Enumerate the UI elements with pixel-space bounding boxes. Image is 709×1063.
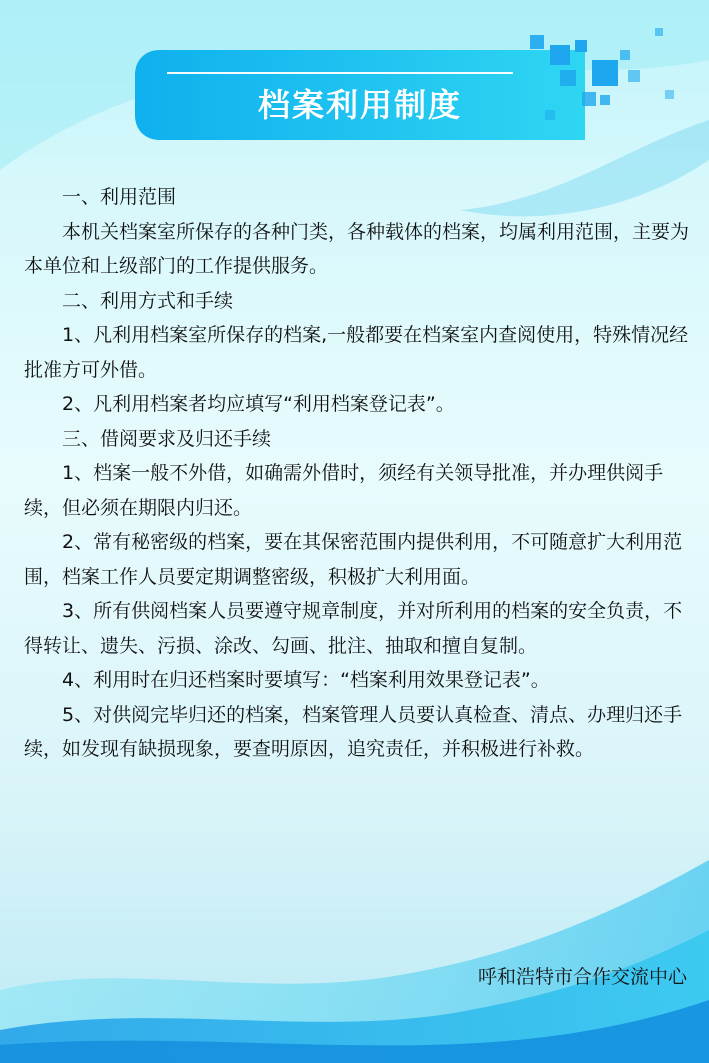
section-heading: 二、利用方式和手续: [62, 289, 234, 312]
paragraph: 2、常有秘密级的档案，要在其保密范围内提供利用，不可随意扩大利用范围，档案工作人员要定期调整密级，积极扩大利用面。: [24, 531, 683, 588]
paragraph: 1、凡利用档案室所保存的档案,一般都要在档案室内查阅使用，特殊情况经批准方可外借。: [24, 324, 689, 381]
paragraph: 4、利用时在归还档案时要填写：“档案利用效果登记表”。: [62, 669, 550, 691]
title-divider: [167, 72, 513, 74]
organization-name: 呼和浩特市合作交流中心: [477, 966, 687, 988]
page-title: 档案利用制度: [257, 86, 462, 124]
document-body: [24, 180, 694, 767]
title-banner: [135, 50, 585, 140]
paragraph: 1、档案一般不外借，如确需外借时，须经有关领导批准，并办理供阅手续，但必须在期限内归还。: [24, 462, 664, 519]
paragraph: 2、凡利用档案者均应填写“利用档案登记表”。: [62, 393, 455, 415]
section-heading: 一、利用范围: [62, 186, 177, 208]
paragraph: 本机关档案室所保存的各种门类，各种载体的档案，均属利用范围，主要为本单位和上级部门的工作提供服务。: [24, 220, 690, 277]
section-heading: 三、借阅要求及归还手续: [62, 427, 272, 450]
paragraph: 5、对供阅完毕归还的档案，档案管理人员要认真检查、清点、办理归还手续，如发现有缺损现象，要查明原因，追究责任，并积极进行补救。: [24, 703, 683, 760]
paragraph: 3、所有供阅档案人员要遵守规章制度，并对所利用的档案的安全负责，不得转让、遗失、污损、涂改、勾画、批注、抽取和擅自复制。: [24, 600, 683, 657]
